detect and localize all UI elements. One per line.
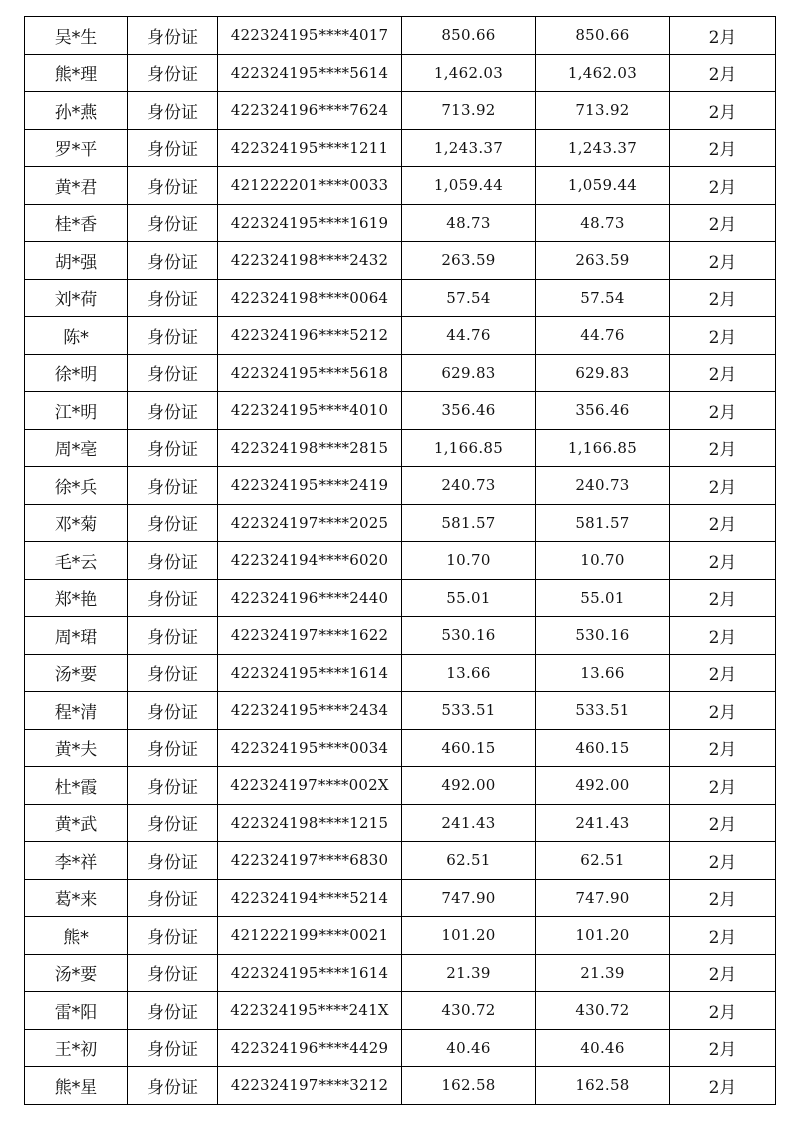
month-cell: 2月	[670, 617, 776, 655]
id-number-cell: 422324195****1614	[218, 954, 402, 992]
id-type-cell: 身份证	[128, 392, 218, 430]
id-number-cell: 422324194****6020	[218, 542, 402, 580]
amount-cell: 55.01	[402, 579, 536, 617]
amount-cell: 629.83	[402, 354, 536, 392]
amount-paid-cell: 55.01	[536, 579, 670, 617]
table-row-5	[25, 167, 776, 205]
person-name-cell: 王*初	[25, 1029, 128, 1067]
table-row-25	[25, 917, 776, 955]
person-name-cell: 江*明	[25, 392, 128, 430]
id-number-cell: 422324195****5614	[218, 54, 402, 92]
month-cell: 2月	[670, 954, 776, 992]
id-type-cell: 身份证	[128, 692, 218, 730]
id-number-cell: 422324195****2434	[218, 692, 402, 730]
amount-paid-cell: 263.59	[536, 242, 670, 280]
amount-cell: 57.54	[402, 279, 536, 317]
amount-cell: 581.57	[402, 504, 536, 542]
amount-paid-cell: 10.70	[536, 542, 670, 580]
table-row-14	[25, 504, 776, 542]
id-type-cell: 身份证	[128, 842, 218, 880]
table-row-21	[25, 767, 776, 805]
id-type-cell: 身份证	[128, 617, 218, 655]
amount-cell: 44.76	[402, 317, 536, 355]
table-row-9	[25, 317, 776, 355]
table-row-16	[25, 579, 776, 617]
month-cell: 2月	[670, 92, 776, 130]
id-number-cell: 422324195****5618	[218, 354, 402, 392]
person-name-cell: 李*祥	[25, 842, 128, 880]
month-cell: 2月	[670, 917, 776, 955]
amount-paid-cell: 581.57	[536, 504, 670, 542]
amount-cell: 530.16	[402, 617, 536, 655]
amount-paid-cell: 162.58	[536, 1067, 670, 1105]
id-type-cell: 身份证	[128, 1029, 218, 1067]
amount-paid-cell: 241.43	[536, 804, 670, 842]
id-type-cell: 身份证	[128, 242, 218, 280]
amount-cell: 240.73	[402, 467, 536, 505]
id-type-cell: 身份证	[128, 729, 218, 767]
table-row-12	[25, 429, 776, 467]
month-cell: 2月	[670, 804, 776, 842]
id-number-cell: 422324195****4017	[218, 17, 402, 55]
amount-cell: 1,166.85	[402, 429, 536, 467]
month-cell: 2月	[670, 1029, 776, 1067]
id-type-cell: 身份证	[128, 804, 218, 842]
person-name-cell: 熊*星	[25, 1067, 128, 1105]
id-type-cell: 身份证	[128, 1067, 218, 1105]
amount-cell: 40.46	[402, 1029, 536, 1067]
table-row-28	[25, 1029, 776, 1067]
person-name-cell: 汤*要	[25, 954, 128, 992]
person-name-cell: 孙*燕	[25, 92, 128, 130]
table-row-2	[25, 54, 776, 92]
id-number-cell: 422324196****2440	[218, 579, 402, 617]
id-number-cell: 422324197****2025	[218, 504, 402, 542]
amount-paid-cell: 530.16	[536, 617, 670, 655]
month-cell: 2月	[670, 542, 776, 580]
id-number-cell: 422324195****241X	[218, 992, 402, 1030]
month-cell: 2月	[670, 429, 776, 467]
amount-cell: 1,462.03	[402, 54, 536, 92]
table-row-4	[25, 129, 776, 167]
table-row-23	[25, 842, 776, 880]
table-row-8	[25, 279, 776, 317]
month-cell: 2月	[670, 17, 776, 55]
id-number-cell: 422324197****6830	[218, 842, 402, 880]
id-type-cell: 身份证	[128, 467, 218, 505]
table-row-13	[25, 467, 776, 505]
month-cell: 2月	[670, 354, 776, 392]
table-row-11	[25, 392, 776, 430]
id-number-cell: 422324196****5212	[218, 317, 402, 355]
amount-paid-cell: 101.20	[536, 917, 670, 955]
month-cell: 2月	[670, 317, 776, 355]
id-type-cell: 身份证	[128, 579, 218, 617]
person-name-cell: 周*珺	[25, 617, 128, 655]
month-cell: 2月	[670, 129, 776, 167]
id-number-cell: 421222199****0021	[218, 917, 402, 955]
amount-paid-cell: 747.90	[536, 879, 670, 917]
table-body	[25, 17, 776, 1105]
amount-paid-cell: 48.73	[536, 204, 670, 242]
amount-paid-cell: 1,462.03	[536, 54, 670, 92]
id-number-cell: 421222201****0033	[218, 167, 402, 205]
id-number-cell: 422324195****1619	[218, 204, 402, 242]
amount-cell: 356.46	[402, 392, 536, 430]
person-name-cell: 黄*武	[25, 804, 128, 842]
id-number-cell: 422324195****2419	[218, 467, 402, 505]
month-cell: 2月	[670, 879, 776, 917]
amount-cell: 263.59	[402, 242, 536, 280]
id-number-cell: 422324195****0034	[218, 729, 402, 767]
id-number-cell: 422324195****4010	[218, 392, 402, 430]
person-name-cell: 桂*香	[25, 204, 128, 242]
amount-cell: 1,243.37	[402, 129, 536, 167]
id-type-cell: 身份证	[128, 317, 218, 355]
id-number-cell: 422324198****2432	[218, 242, 402, 280]
amount-paid-cell: 57.54	[536, 279, 670, 317]
amount-paid-cell: 460.15	[536, 729, 670, 767]
table-row-22	[25, 804, 776, 842]
person-name-cell: 吴*生	[25, 17, 128, 55]
person-name-cell: 陈*	[25, 317, 128, 355]
amount-paid-cell: 240.73	[536, 467, 670, 505]
amount-cell: 1,059.44	[402, 167, 536, 205]
id-type-cell: 身份证	[128, 429, 218, 467]
amount-paid-cell: 850.66	[536, 17, 670, 55]
amount-cell: 62.51	[402, 842, 536, 880]
id-type-cell: 身份证	[128, 917, 218, 955]
month-cell: 2月	[670, 467, 776, 505]
amount-paid-cell: 40.46	[536, 1029, 670, 1067]
month-cell: 2月	[670, 579, 776, 617]
person-name-cell: 黄*夫	[25, 729, 128, 767]
table-row-19	[25, 692, 776, 730]
subsidy-table	[24, 16, 776, 1105]
amount-cell: 162.58	[402, 1067, 536, 1105]
person-name-cell: 罗*平	[25, 129, 128, 167]
amount-cell: 713.92	[402, 92, 536, 130]
person-name-cell: 毛*云	[25, 542, 128, 580]
month-cell: 2月	[670, 767, 776, 805]
table-row-3	[25, 92, 776, 130]
person-name-cell: 周*亳	[25, 429, 128, 467]
id-type-cell: 身份证	[128, 954, 218, 992]
person-name-cell: 程*清	[25, 692, 128, 730]
amount-cell: 241.43	[402, 804, 536, 842]
id-type-cell: 身份证	[128, 504, 218, 542]
amount-cell: 430.72	[402, 992, 536, 1030]
id-type-cell: 身份证	[128, 17, 218, 55]
table-row-1	[25, 17, 776, 55]
id-type-cell: 身份证	[128, 279, 218, 317]
amount-paid-cell: 430.72	[536, 992, 670, 1030]
id-type-cell: 身份证	[128, 129, 218, 167]
month-cell: 2月	[670, 654, 776, 692]
month-cell: 2月	[670, 729, 776, 767]
month-cell: 2月	[670, 204, 776, 242]
person-name-cell: 邓*菊	[25, 504, 128, 542]
id-type-cell: 身份证	[128, 654, 218, 692]
id-type-cell: 身份证	[128, 92, 218, 130]
person-name-cell: 雷*阳	[25, 992, 128, 1030]
person-name-cell: 郑*艳	[25, 579, 128, 617]
amount-cell: 492.00	[402, 767, 536, 805]
table-row-18	[25, 654, 776, 692]
table-row-7	[25, 242, 776, 280]
table-row-26	[25, 954, 776, 992]
amount-paid-cell: 1,243.37	[536, 129, 670, 167]
person-name-cell: 熊*	[25, 917, 128, 955]
month-cell: 2月	[670, 242, 776, 280]
id-number-cell: 422324197****002X	[218, 767, 402, 805]
month-cell: 2月	[670, 1067, 776, 1105]
id-number-cell: 422324198****2815	[218, 429, 402, 467]
table-row-17	[25, 617, 776, 655]
person-name-cell: 葛*来	[25, 879, 128, 917]
id-number-cell: 422324195****1614	[218, 654, 402, 692]
person-name-cell: 汤*要	[25, 654, 128, 692]
month-cell: 2月	[670, 992, 776, 1030]
amount-paid-cell: 533.51	[536, 692, 670, 730]
person-name-cell: 胡*强	[25, 242, 128, 280]
month-cell: 2月	[670, 54, 776, 92]
person-name-cell: 徐*兵	[25, 467, 128, 505]
id-number-cell: 422324196****7624	[218, 92, 402, 130]
table-row-24	[25, 879, 776, 917]
amount-paid-cell: 62.51	[536, 842, 670, 880]
table-row-20	[25, 729, 776, 767]
month-cell: 2月	[670, 842, 776, 880]
amount-cell: 533.51	[402, 692, 536, 730]
month-cell: 2月	[670, 167, 776, 205]
amount-cell: 13.66	[402, 654, 536, 692]
amount-paid-cell: 629.83	[536, 354, 670, 392]
id-type-cell: 身份证	[128, 354, 218, 392]
amount-paid-cell: 1,166.85	[536, 429, 670, 467]
amount-paid-cell: 13.66	[536, 654, 670, 692]
amount-paid-cell: 492.00	[536, 767, 670, 805]
id-type-cell: 身份证	[128, 542, 218, 580]
amount-cell: 21.39	[402, 954, 536, 992]
person-name-cell: 徐*明	[25, 354, 128, 392]
table-row-6	[25, 204, 776, 242]
id-type-cell: 身份证	[128, 167, 218, 205]
id-number-cell: 422324194****5214	[218, 879, 402, 917]
amount-cell: 460.15	[402, 729, 536, 767]
person-name-cell: 黄*君	[25, 167, 128, 205]
person-name-cell: 熊*理	[25, 54, 128, 92]
id-type-cell: 身份证	[128, 767, 218, 805]
id-number-cell: 422324198****1215	[218, 804, 402, 842]
amount-cell: 48.73	[402, 204, 536, 242]
amount-paid-cell: 44.76	[536, 317, 670, 355]
id-number-cell: 422324196****4429	[218, 1029, 402, 1067]
subsidy-table-page	[24, 16, 775, 1105]
amount-paid-cell: 356.46	[536, 392, 670, 430]
amount-cell: 10.70	[402, 542, 536, 580]
id-number-cell: 422324197****3212	[218, 1067, 402, 1105]
amount-paid-cell: 21.39	[536, 954, 670, 992]
table-row-27	[25, 992, 776, 1030]
amount-cell: 850.66	[402, 17, 536, 55]
id-type-cell: 身份证	[128, 204, 218, 242]
month-cell: 2月	[670, 279, 776, 317]
table-row-10	[25, 354, 776, 392]
id-type-cell: 身份证	[128, 992, 218, 1030]
month-cell: 2月	[670, 504, 776, 542]
person-name-cell: 刘*荷	[25, 279, 128, 317]
id-type-cell: 身份证	[128, 54, 218, 92]
month-cell: 2月	[670, 692, 776, 730]
id-number-cell: 422324195****1211	[218, 129, 402, 167]
table-row-29	[25, 1067, 776, 1105]
person-name-cell: 杜*霞	[25, 767, 128, 805]
amount-cell: 747.90	[402, 879, 536, 917]
amount-paid-cell: 713.92	[536, 92, 670, 130]
table-row-15	[25, 542, 776, 580]
id-number-cell: 422324197****1622	[218, 617, 402, 655]
amount-paid-cell: 1,059.44	[536, 167, 670, 205]
id-number-cell: 422324198****0064	[218, 279, 402, 317]
amount-cell: 101.20	[402, 917, 536, 955]
id-type-cell: 身份证	[128, 879, 218, 917]
month-cell: 2月	[670, 392, 776, 430]
